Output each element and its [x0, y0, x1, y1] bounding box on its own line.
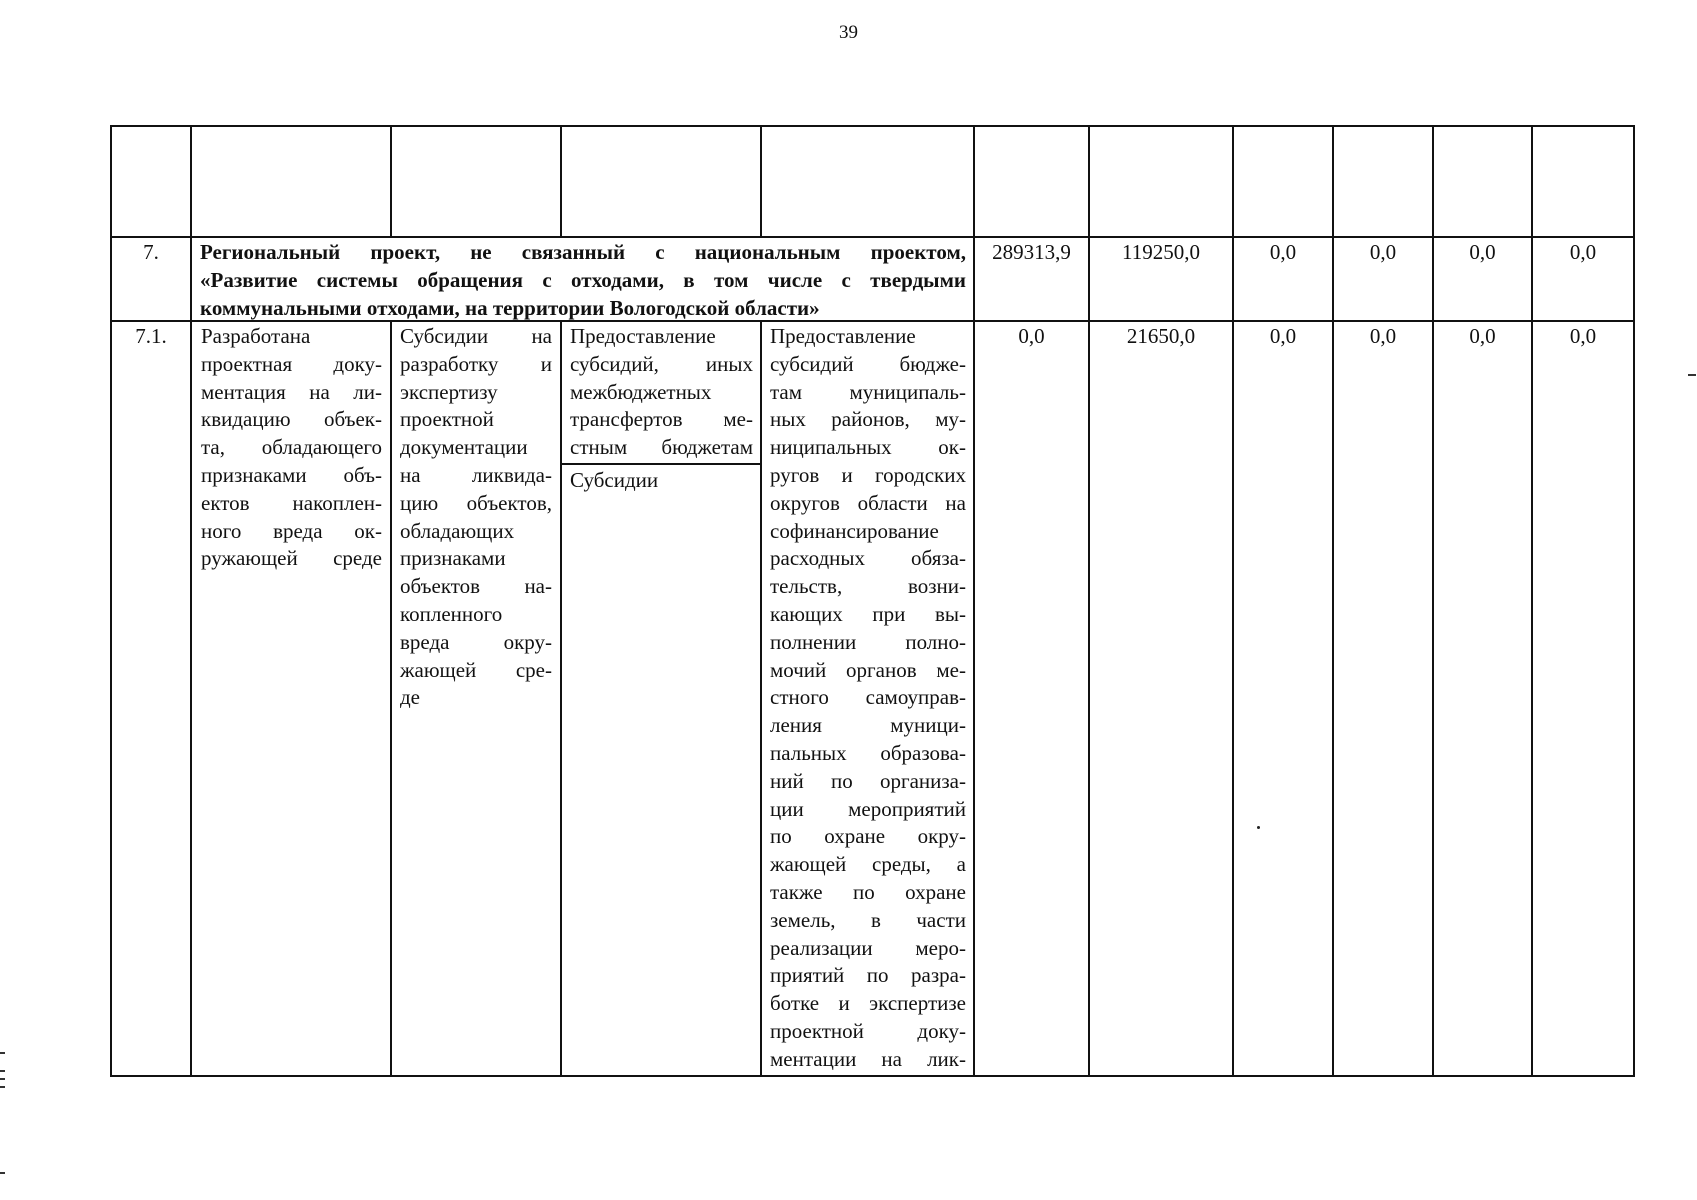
row71-value-4: 0,0 [1369, 324, 1397, 348]
col-border-4b [760, 320, 762, 1077]
text-line: полнении полно- [770, 629, 966, 654]
row7-value-3: 0,0 [1269, 240, 1297, 264]
text-line: земель, в части [770, 907, 966, 932]
text-line: признаками объ- [201, 462, 382, 487]
col-border-0 [110, 125, 112, 1077]
text-line: расходных обяза- [770, 546, 966, 571]
scan-speck [1257, 826, 1260, 829]
text-line: разработку и [400, 351, 552, 376]
text-line: кающих при вы- [770, 601, 966, 626]
row7-value-4: 0,0 [1369, 240, 1397, 264]
text-line: жающей среды, а [770, 852, 966, 877]
row71-number: 7.1. [135, 324, 167, 348]
text-line: тельств, возни- [770, 574, 966, 599]
scan-mark [0, 1070, 5, 1072]
budget-table [110, 125, 1635, 1077]
text-line: та, обладающего [201, 435, 382, 460]
text-line: экспертизу [400, 379, 498, 404]
text-line: ции мероприятий [770, 796, 966, 821]
row7-value-5: 0,0 [1469, 240, 1496, 264]
text-line: ружающей среде [201, 546, 382, 571]
row71-value-5: 0,0 [1469, 324, 1496, 348]
text-line: ектов накоплен- [201, 490, 382, 515]
page-number: 39 [839, 22, 858, 43]
row7-number: 7. [143, 240, 159, 264]
text-line: квидацию объек- [201, 407, 382, 432]
row71-value-1: 0,0 [1018, 324, 1045, 348]
text-line: на ликвида- [400, 462, 552, 487]
row71-type [570, 323, 753, 462]
text-line: документации [400, 435, 528, 460]
text-line: Предоставление [570, 324, 716, 348]
text-line: Предоставление [770, 324, 916, 348]
text-line: межбюджетных [570, 379, 712, 404]
row71-value-6: 0,0 [1569, 324, 1597, 348]
row7-value-2: 119250,0 [1122, 240, 1200, 264]
text-line: мочий органов ме- [770, 657, 966, 682]
row7-top-border [110, 236, 1635, 238]
scan-mark [0, 1078, 5, 1080]
col-border-5 [973, 125, 975, 1077]
text-line: цию объектов, [400, 490, 552, 515]
text-line: ний по организа- [770, 768, 966, 793]
text-line: пальных образова- [770, 740, 966, 765]
text-line: проектная доку- [201, 351, 382, 376]
col-border-3b [560, 320, 562, 1077]
col-border-4 [760, 125, 762, 237]
col-border-2b [390, 320, 392, 1077]
text-line: копленного [400, 601, 503, 626]
text-line: стного самоуправ- [770, 685, 966, 710]
row71-result [201, 323, 382, 573]
row71-value-2: 21650,0 [1126, 324, 1196, 348]
text-line: стным бюджетам [570, 435, 753, 460]
scan-mark [0, 1172, 5, 1174]
col-border-3 [560, 125, 562, 237]
text-line: приятий по разра- [770, 963, 966, 988]
col-border-1 [190, 125, 192, 1077]
col-border-7 [1232, 125, 1234, 1077]
text-line: по охране окру- [770, 824, 966, 849]
row7-title-line: Региональный проект, не связанный с национальным проектом, [200, 240, 966, 264]
text-line: трансфертов ме- [570, 407, 753, 432]
text-line: ругов и городских [770, 462, 966, 487]
row71-characteristics [770, 323, 966, 1074]
scan-mark [0, 1052, 5, 1054]
text-line: признаками [400, 546, 506, 571]
text-line: проектной [400, 407, 494, 432]
table-bottom-border [110, 1075, 1635, 1077]
text-line: реализации меро- [770, 935, 966, 960]
row71-value-3: 0,0 [1269, 324, 1297, 348]
text-line: ного вреда ок- [201, 518, 382, 543]
text-line: проектной доку- [770, 1018, 966, 1043]
text-line: там муниципаль- [770, 379, 966, 404]
row71-type-sub: Субсидии [570, 468, 659, 492]
text-line: де [400, 685, 421, 710]
row7-value-1: 289313,9 [992, 240, 1071, 264]
text-line: ниципальных ок- [770, 435, 966, 460]
text-line: ментации на лик- [770, 1046, 966, 1071]
col-border-11 [1633, 125, 1635, 1077]
type-subdivider [560, 463, 761, 465]
row71-description [400, 323, 552, 712]
row7-value-6: 0,0 [1569, 240, 1597, 264]
text-line: Субсидии на [400, 324, 552, 348]
text-line: жающей сре- [400, 657, 552, 682]
scan-mark [1688, 374, 1696, 376]
col-border-6 [1088, 125, 1090, 1077]
text-line: вреда окру- [400, 629, 552, 654]
text-line: ментация на ли- [201, 379, 382, 404]
text-line: субсидий, иных [570, 351, 753, 376]
text-line: округов области на [770, 490, 966, 515]
col-border-8 [1332, 125, 1334, 1077]
table-top-border [110, 125, 1635, 127]
col-border-2 [390, 125, 392, 237]
text-line: объектов на- [400, 574, 552, 599]
col-border-10 [1531, 125, 1533, 1077]
row7-title-line: «Развитие системы обращения с отходами, в том числе с твердыми [200, 267, 966, 292]
col-border-9 [1432, 125, 1434, 1077]
text-line: Разработана [201, 324, 311, 348]
scan-mark [0, 1086, 5, 1088]
text-line: ботке и экспертизе [770, 991, 966, 1016]
text-line: ления муници- [770, 713, 966, 738]
row7-title-line: коммунальными отходами, на территории Вологодской области» [200, 295, 820, 320]
text-line: также по охране [770, 879, 966, 904]
row7-title [200, 239, 966, 322]
text-line: субсидий бюдже- [770, 351, 966, 376]
text-line: софинансирование [770, 518, 939, 543]
text-line: ных районов, му- [770, 407, 966, 432]
text-line: обладающих [400, 518, 515, 543]
